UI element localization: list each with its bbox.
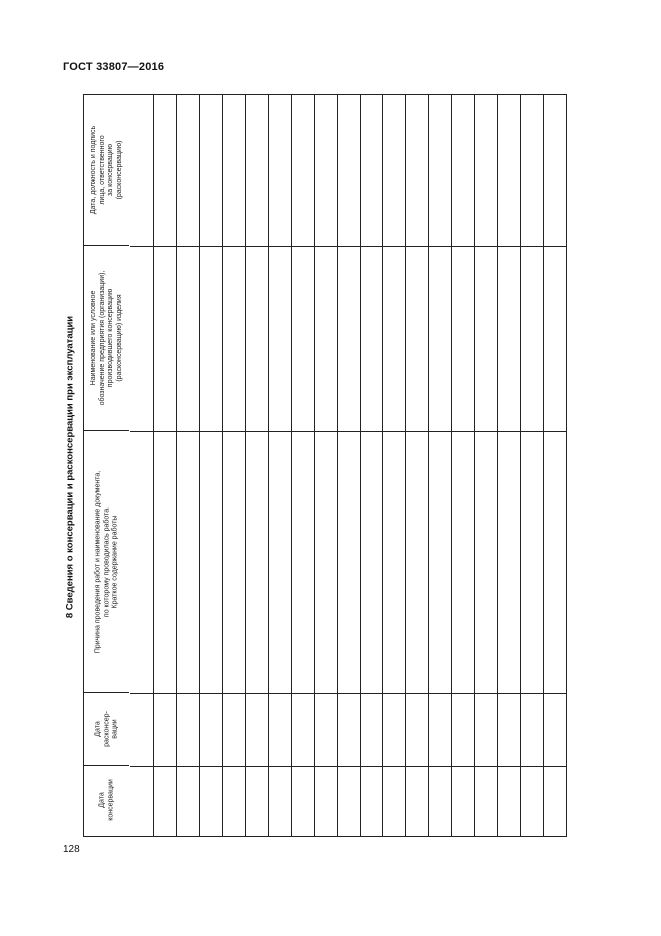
- document-header: ГОСТ 33807—2016: [63, 61, 165, 73]
- header-cell-responsible-person: [84, 95, 129, 246]
- header-cell-organization: [84, 246, 129, 431]
- column-divider-line: [130, 431, 566, 432]
- header-cell-conservation-date: [84, 766, 129, 836]
- empty-row-line: [153, 95, 154, 836]
- empty-row-line: [245, 95, 246, 836]
- empty-row-line: [222, 95, 223, 836]
- empty-row-line: [382, 95, 383, 836]
- empty-row-line: [520, 95, 521, 836]
- page-number: 128: [63, 844, 80, 855]
- column-divider-line: [130, 766, 566, 767]
- empty-row-line: [199, 95, 200, 836]
- empty-row-line: [314, 95, 315, 836]
- header-cell-reason-and-document: [84, 431, 129, 693]
- column-divider-line: [130, 693, 566, 694]
- empty-row-line: [360, 95, 361, 836]
- header-cell-deconservation-date: [84, 693, 129, 766]
- empty-row-line: [291, 95, 292, 836]
- empty-row-line: [497, 95, 498, 836]
- empty-row-line: [474, 95, 475, 836]
- empty-row-line: [176, 95, 177, 836]
- empty-row-line: [337, 95, 338, 836]
- header-text-conservation-date: Дата консервации: [98, 779, 114, 821]
- column-divider-line: [130, 246, 566, 247]
- empty-row-line: [405, 95, 406, 836]
- empty-row-line: [543, 95, 544, 836]
- conservation-records-table: [83, 94, 567, 837]
- section-title: 8 Сведения о консервации и расконсервации при эксплуатации: [64, 315, 76, 619]
- empty-row-line: [268, 95, 269, 836]
- header-text-reason-and-document: Причина проведения работ и наименование документа, по которому проводилась работа. Краткое содержание работы: [94, 470, 119, 654]
- header-text-responsible-person: Дата, должность и подпись лица, ответственного за консервацию (расконсервацию): [90, 125, 123, 215]
- empty-row-line: [451, 95, 452, 836]
- empty-row-line: [428, 95, 429, 836]
- header-text-deconservation-date: Дата расконсер- вации: [94, 711, 119, 747]
- header-text-organization: Наименование или условное обозначение предприятия (организации), производившего консервацию (расконсервацию) изделия: [90, 270, 123, 406]
